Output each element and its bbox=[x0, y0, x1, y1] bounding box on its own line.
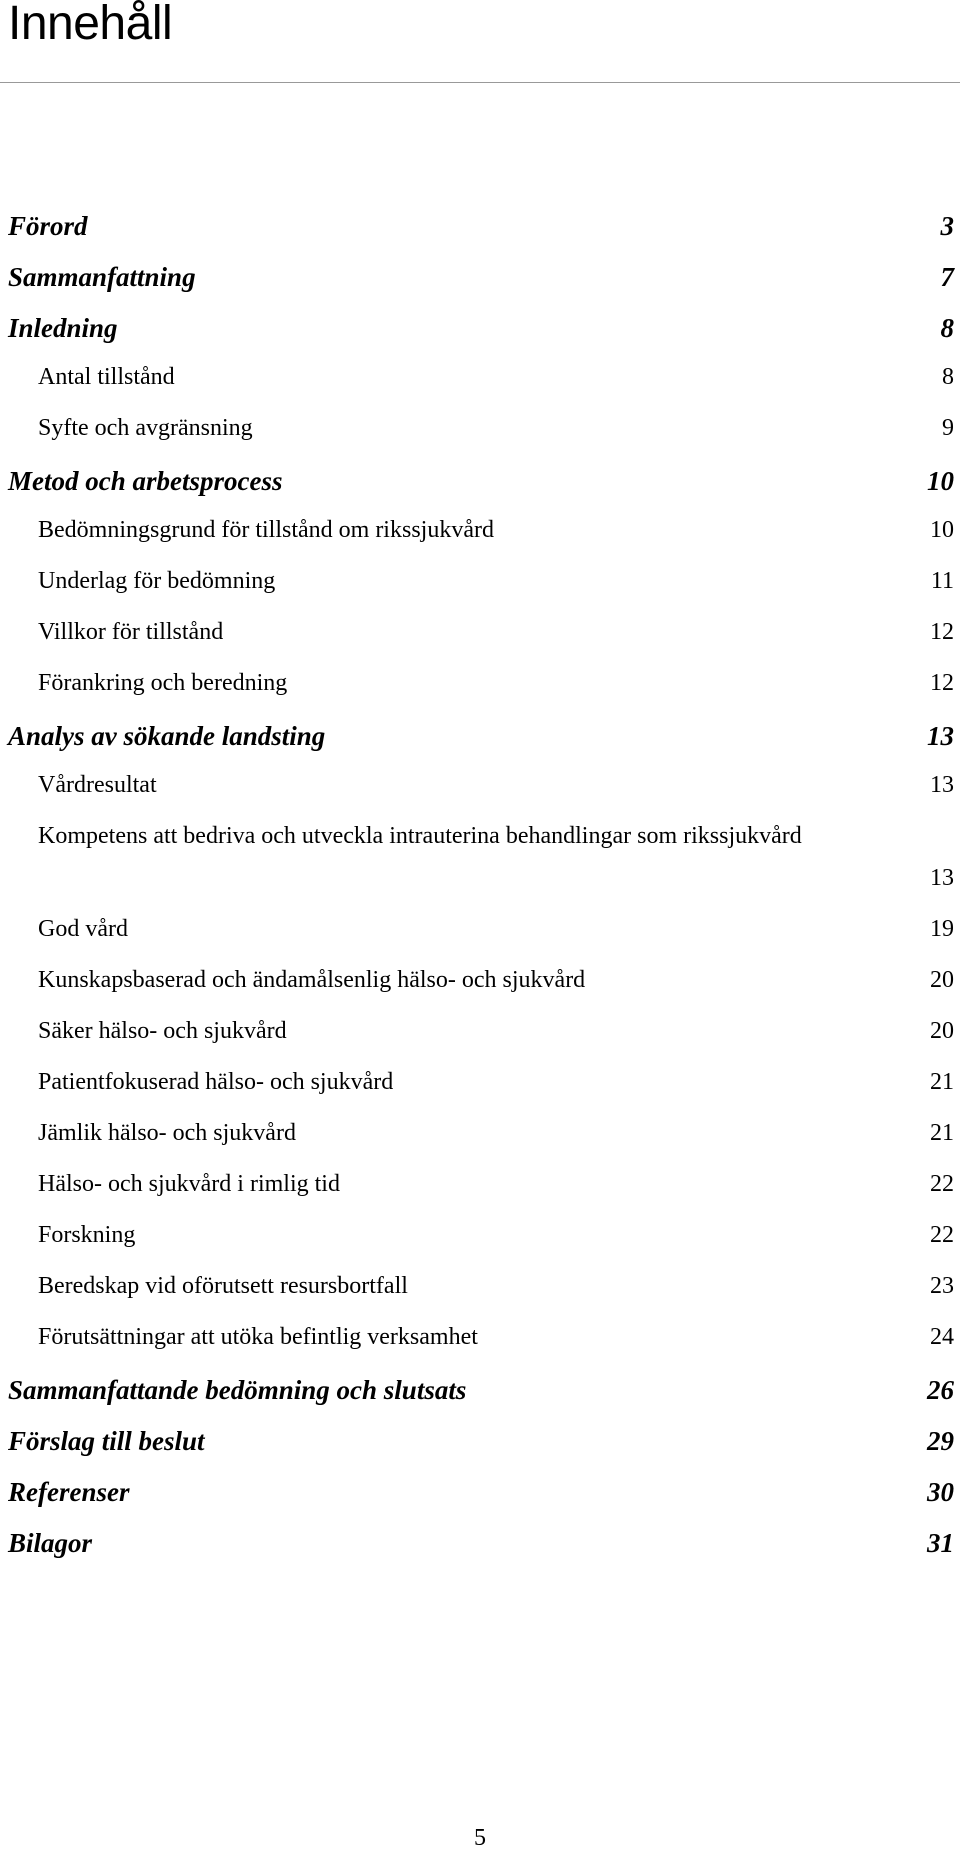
toc-entry-page-number: 29 bbox=[927, 1426, 954, 1456]
toc-entry-title: Inledning bbox=[8, 313, 118, 343]
toc-section-entry[interactable] bbox=[0, 1318, 960, 1369]
table-of-contents bbox=[0, 205, 960, 1573]
toc-entry-title: Antal tillstånd bbox=[38, 364, 175, 390]
toc-entry-title: Hälso- och sjukvård i rimlig tid bbox=[38, 1171, 340, 1197]
toc-chapter-entry[interactable] bbox=[0, 460, 960, 511]
toc-entry-title: Förord bbox=[8, 211, 88, 241]
toc-chapter-entry[interactable] bbox=[0, 715, 960, 766]
toc-entry-title: Förslag till beslut bbox=[8, 1426, 205, 1456]
toc-entry-page-number: 20 bbox=[930, 1018, 954, 1044]
toc-entry-page-number: 7 bbox=[940, 262, 954, 292]
toc-entry-title: Förankring och beredning bbox=[38, 670, 288, 696]
toc-entry-page-number: 8 bbox=[942, 364, 954, 390]
toc-section-entry[interactable] bbox=[0, 1012, 960, 1063]
toc-entry-page-number: 13 bbox=[930, 772, 954, 798]
toc-entry-page-number: 31 bbox=[927, 1528, 954, 1558]
toc-entry-title: Bedömningsgrund för tillstånd om rikssjukvård bbox=[38, 517, 494, 543]
toc-entry-page-number: 8 bbox=[940, 313, 954, 343]
toc-entry-title: God vård bbox=[38, 916, 128, 942]
toc-section-entry[interactable] bbox=[0, 562, 960, 613]
toc-chapter-entry[interactable] bbox=[0, 1420, 960, 1471]
toc-entry-title: Metod och arbetsprocess bbox=[8, 466, 283, 496]
toc-entry-title: Beredskap vid oförutsett resursbortfall bbox=[38, 1273, 408, 1299]
toc-entry-page-number: 12 bbox=[930, 619, 954, 645]
toc-entry-page-number: 20 bbox=[930, 967, 954, 993]
toc-chapter-entry[interactable] bbox=[0, 1471, 960, 1522]
toc-section-entry[interactable] bbox=[0, 1216, 960, 1267]
toc-entry-page-number: 12 bbox=[930, 670, 954, 696]
toc-section-entry[interactable] bbox=[0, 613, 960, 664]
toc-entry-title: Jämlik hälso- och sjukvård bbox=[38, 1120, 296, 1146]
toc-entry-page-number: 13 bbox=[927, 721, 954, 751]
toc-section-entry[interactable] bbox=[0, 511, 960, 562]
toc-section-entry[interactable] bbox=[0, 766, 960, 817]
toc-entry-title: Sammanfattande bedömning och slutsats bbox=[8, 1375, 467, 1405]
toc-entry-page-number: 23 bbox=[930, 1273, 954, 1299]
toc-entry-page-number: 19 bbox=[930, 916, 954, 942]
toc-section-entry[interactable] bbox=[0, 910, 960, 961]
toc-section-entry[interactable] bbox=[0, 1114, 960, 1165]
toc-section-entry[interactable] bbox=[0, 1267, 960, 1318]
toc-section-entry[interactable] bbox=[0, 1063, 960, 1114]
toc-entry-page-number: 11 bbox=[930, 568, 954, 594]
toc-entry-page-number: 22 bbox=[930, 1222, 954, 1248]
toc-entry-title: Syfte och avgränsning bbox=[38, 415, 253, 441]
page-heading: Innehåll bbox=[8, 0, 173, 50]
toc-section-entry[interactable] bbox=[0, 358, 960, 409]
toc-entry-page-number: 13 bbox=[930, 865, 954, 891]
toc-entry-page-number: 10 bbox=[930, 517, 954, 543]
toc-section-entry[interactable] bbox=[0, 664, 960, 715]
toc-chapter-entry[interactable] bbox=[0, 256, 960, 307]
toc-entry-page-number: 30 bbox=[927, 1477, 954, 1507]
toc-entry-title: Förutsättningar att utöka befintlig verksamhet bbox=[38, 1324, 478, 1350]
heading-divider bbox=[0, 82, 960, 83]
toc-section-entry[interactable] bbox=[0, 817, 960, 910]
toc-entry-title: Sammanfattning bbox=[8, 262, 196, 292]
toc-entry-title: Underlag för bedömning bbox=[38, 568, 276, 594]
toc-entry-title: Forskning bbox=[38, 1222, 136, 1248]
toc-entry-title: Patientfokuserad hälso- och sjukvård bbox=[38, 1069, 394, 1095]
toc-section-entry[interactable] bbox=[0, 961, 960, 1012]
toc-entry-page-number: 3 bbox=[940, 211, 954, 241]
toc-section-entry[interactable] bbox=[0, 409, 960, 460]
toc-entry-page-number: 21 bbox=[930, 1069, 954, 1095]
toc-entry-page-number: 10 bbox=[927, 466, 954, 496]
toc-entry-page-number: 9 bbox=[942, 415, 954, 441]
toc-chapter-entry[interactable] bbox=[0, 307, 960, 358]
toc-entry-title: Bilagor bbox=[8, 1528, 93, 1558]
toc-chapter-entry[interactable] bbox=[0, 1369, 960, 1420]
toc-entry-title: Säker hälso- och sjukvård bbox=[38, 1018, 287, 1044]
toc-entry-title: Analys av sökande landsting bbox=[8, 721, 326, 751]
toc-chapter-entry[interactable] bbox=[0, 1522, 960, 1573]
toc-entry-page-number: 22 bbox=[930, 1171, 954, 1197]
toc-entry-page-number: 24 bbox=[930, 1324, 954, 1350]
toc-section-entry[interactable] bbox=[0, 1165, 960, 1216]
toc-entry-page-number: 26 bbox=[927, 1375, 954, 1405]
toc-entry-title: Kunskapsbaserad och ändamålsenlig hälso- och sjukvård bbox=[38, 967, 586, 993]
toc-entry-title: Vårdresultat bbox=[38, 772, 157, 798]
page-number: 5 bbox=[474, 1825, 486, 1851]
toc-entry-page-number: 21 bbox=[930, 1120, 954, 1146]
toc-entry-title: Referenser bbox=[8, 1477, 130, 1507]
toc-entry-title: Kompetens att bedriva och utveckla intrauterina behandlingar som rikssjukvård bbox=[38, 823, 802, 849]
toc-entry-title: Villkor för tillstånd bbox=[38, 619, 224, 645]
toc-chapter-entry[interactable] bbox=[0, 205, 960, 256]
